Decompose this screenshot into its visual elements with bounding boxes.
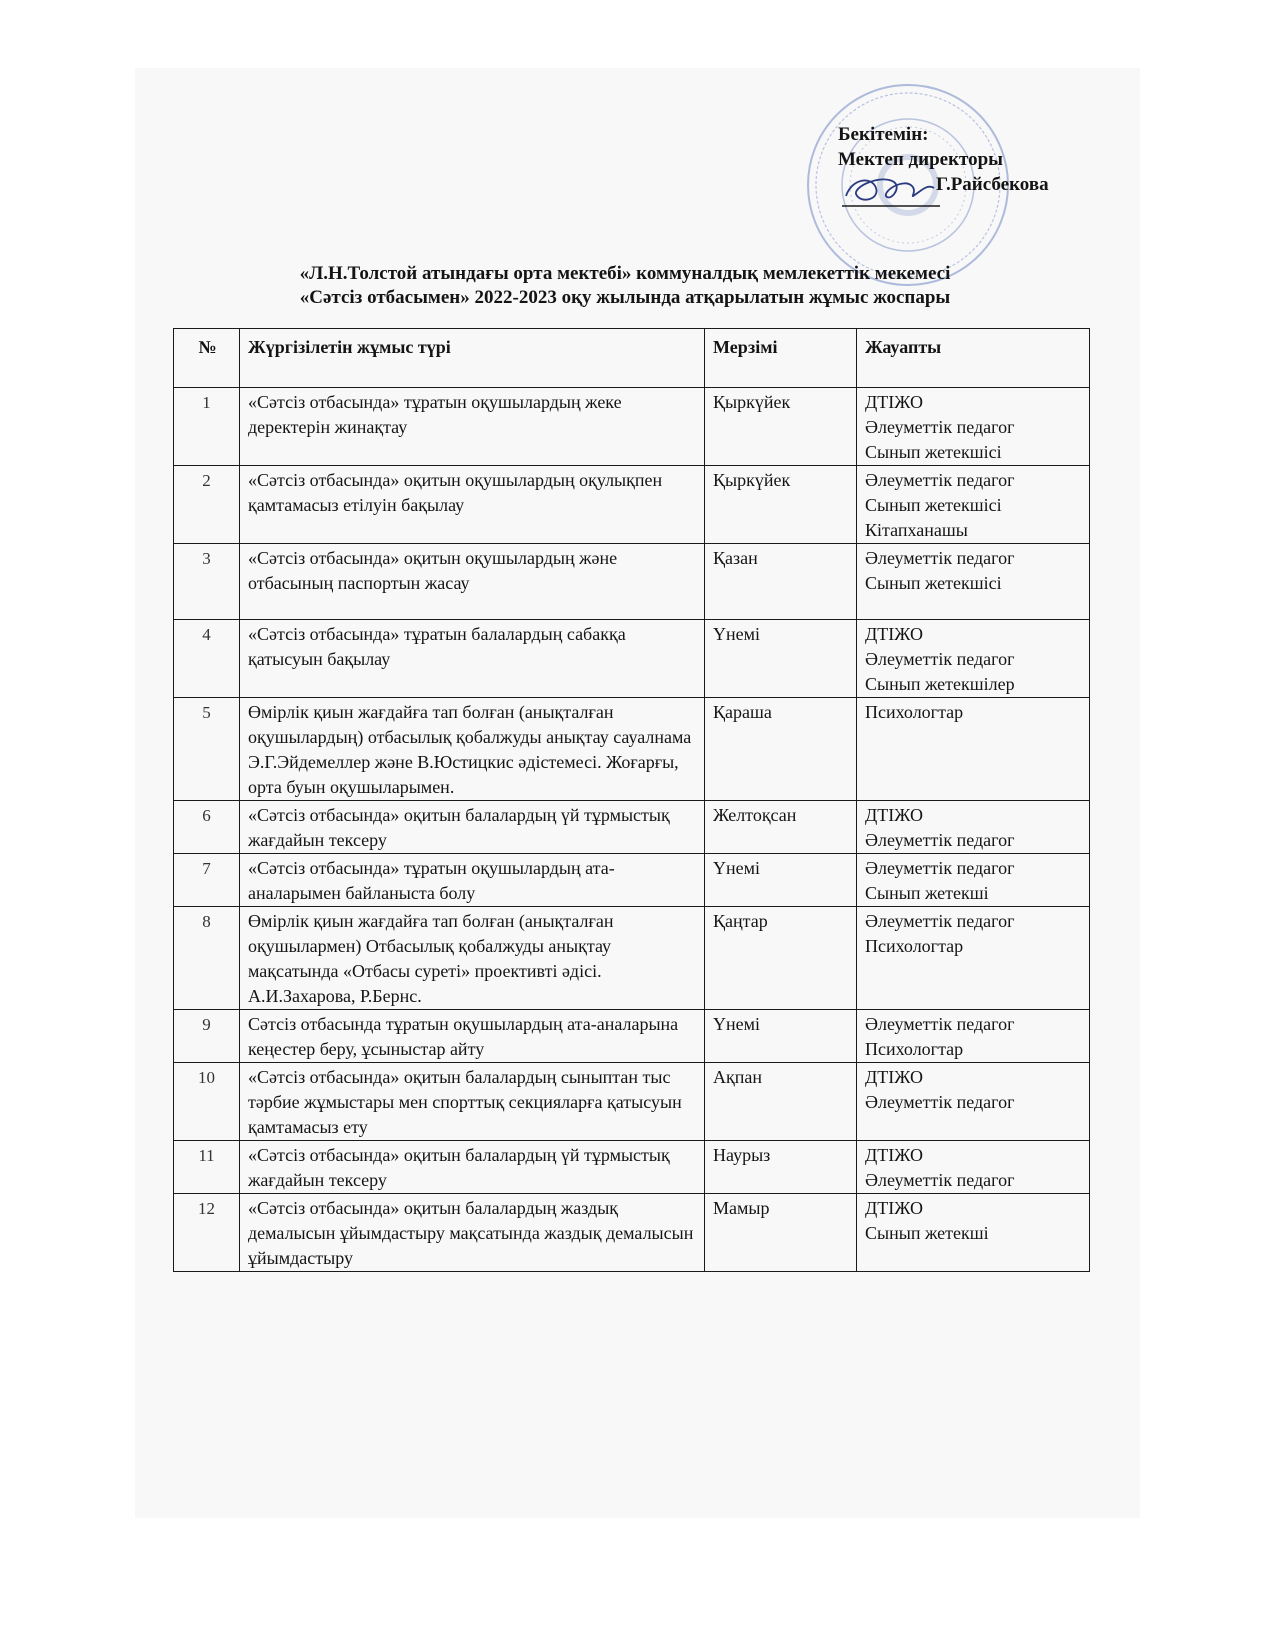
table-row <box>174 698 1090 801</box>
title-line-1: «Л.Н.Толстой атындағы орта мектебі» коммуналдық мемлекеттік мекемесі <box>299 263 951 284</box>
table-row <box>174 1141 1090 1194</box>
row-responsible <box>857 1141 1090 1194</box>
row-deadline: Үнемі <box>705 1010 857 1063</box>
responsible-person: Психологтар <box>865 702 964 722</box>
row-deadline: Қыркүйек <box>705 466 857 544</box>
responsible-person: Әлеуметтік педагог <box>865 1170 1015 1190</box>
row-work-type: Сәтсіз отбасында тұратын оқушылардың ата-аналарына кеңестер беру, ұсыныстар айту <box>240 1010 705 1063</box>
responsible-person: Сынып жетекшісі <box>865 442 1002 462</box>
header-work-type: Жүргізілетін жұмыс түрі <box>240 329 705 388</box>
table-row <box>174 544 1090 620</box>
row-number: 4 <box>174 620 240 698</box>
responsible-person: Әлеуметтік педагог <box>865 1014 1015 1034</box>
row-number: 10 <box>174 1063 240 1141</box>
row-deadline: Наурыз <box>705 1141 857 1194</box>
row-number: 5 <box>174 698 240 801</box>
responsible-person: Сынып жетекші <box>865 1223 989 1243</box>
responsible-person: Сынып жетекші <box>865 883 989 903</box>
table-row <box>174 620 1090 698</box>
table-row <box>174 1063 1090 1141</box>
responsible-person: ДТІЖО <box>865 392 923 412</box>
row-deadline: Мамыр <box>705 1194 857 1272</box>
row-deadline: Қараша <box>705 698 857 801</box>
responsible-person: Сынып жетекшісі <box>865 495 1002 515</box>
row-deadline: Қыркүйек <box>705 388 857 466</box>
row-number: 6 <box>174 801 240 854</box>
row-number: 2 <box>174 466 240 544</box>
row-responsible <box>857 544 1090 620</box>
row-responsible <box>857 466 1090 544</box>
approval-name: Г.Райсбекова <box>936 174 1049 195</box>
responsible-person: Әлеуметтік педагог <box>865 417 1015 437</box>
responsible-person: Кітапханашы <box>865 520 968 540</box>
responsible-person: Әлеуметтік педагог <box>865 858 1015 878</box>
row-deadline: Қазан <box>705 544 857 620</box>
header-responsible: Жауапты <box>857 329 1090 388</box>
table-row <box>174 466 1090 544</box>
table-header-row <box>174 329 1090 388</box>
row-responsible <box>857 1063 1090 1141</box>
row-deadline: Желтоқсан <box>705 801 857 854</box>
row-number: 9 <box>174 1010 240 1063</box>
row-work-type: Өмірлік қиын жағдайға тап болған (анықталған оқушылардың) отбасылық қобалжуды анықтау сауалнама Э.Г.Эйдемеллер және В.Юстицкис әдістемесі. Жоғарғы, орта буын оқушыларымен. <box>240 698 705 801</box>
responsible-person: Әлеуметтік педагог <box>865 649 1015 669</box>
row-responsible <box>857 388 1090 466</box>
responsible-person: ДТІЖО <box>865 1145 923 1165</box>
row-responsible <box>857 698 1090 801</box>
row-number: 3 <box>174 544 240 620</box>
row-number: 8 <box>174 907 240 1010</box>
row-responsible <box>857 854 1090 907</box>
responsible-person: Сынып жетекшісі <box>865 573 1002 593</box>
table-row <box>174 854 1090 907</box>
responsible-person: Әлеуметтік педагог <box>865 1092 1015 1112</box>
row-deadline: Үнемі <box>705 854 857 907</box>
row-work-type: Өмірлік қиын жағдайға тап болған (анықталған оқушылармен) Отбасылық қобалжуды анықтау мақсатында «Отбасы суреті» проективті әдісі. А.И.Захарова, Р.Бернс. <box>240 907 705 1010</box>
row-responsible <box>857 1010 1090 1063</box>
table-row <box>174 907 1090 1010</box>
row-work-type: «Сәтсіз отбасында» оқитын оқушылардың оқулықпен қамтамасыз етілуін бақылау <box>240 466 705 544</box>
row-deadline: Қаңтар <box>705 907 857 1010</box>
row-responsible <box>857 907 1090 1010</box>
row-responsible <box>857 1194 1090 1272</box>
row-deadline: Үнемі <box>705 620 857 698</box>
row-work-type: «Сәтсіз отбасында» тұратын оқушылардың жеке деректерін жинақтау <box>240 388 705 466</box>
table-body <box>174 388 1090 1272</box>
table-row <box>174 801 1090 854</box>
row-work-type: «Сәтсіз отбасында» оқитын оқушылардың және отбасының паспортын жасау <box>240 544 705 620</box>
responsible-person: Әлеуметтік педагог <box>865 911 1015 931</box>
row-responsible <box>857 620 1090 698</box>
responsible-person: ДТІЖО <box>865 624 923 644</box>
row-work-type: «Сәтсіз отбасында» оқитын балалардың жаздық демалысын ұйымдастыру мақсатында жаздық демалысын ұйымдастыру <box>240 1194 705 1272</box>
responsible-person: Психологтар <box>865 936 964 956</box>
responsible-person: Әлеуметтік педагог <box>865 470 1015 490</box>
row-work-type: «Сәтсіз отбасында» оқитын балалардың үй тұрмыстық жағдайын тексеру <box>240 801 705 854</box>
title-line-2: «Сәтсіз отбасымен» 2022-2023 оқу жылында атқарылатын жұмыс жоспары <box>299 287 951 308</box>
responsible-person: ДТІЖО <box>865 805 923 825</box>
row-number: 12 <box>174 1194 240 1272</box>
work-plan-table <box>173 328 1090 1272</box>
responsible-person: Психологтар <box>865 1039 964 1059</box>
responsible-person: ДТІЖО <box>865 1067 923 1087</box>
row-number: 7 <box>174 854 240 907</box>
responsible-person: Әлеуметтік педагог <box>865 830 1015 850</box>
row-number: 1 <box>174 388 240 466</box>
row-responsible <box>857 801 1090 854</box>
table-row <box>174 1010 1090 1063</box>
responsible-person: Әлеуметтік педагог <box>865 548 1015 568</box>
approval-position: Мектеп директоры <box>838 149 1004 170</box>
header-deadline: Мерзімі <box>705 329 857 388</box>
document-title <box>170 262 1080 310</box>
row-work-type: «Сәтсіз отбасында» тұратын оқушылардың ата-аналарымен байланыста болу <box>240 854 705 907</box>
approval-label: Бекітемін: <box>838 124 929 145</box>
table-row <box>174 388 1090 466</box>
responsible-person: ДТІЖО <box>865 1198 923 1218</box>
row-deadline: Ақпан <box>705 1063 857 1141</box>
row-number: 11 <box>174 1141 240 1194</box>
director-signature <box>842 168 942 210</box>
row-work-type: «Сәтсіз отбасында» тұратын балалардың сабакқа қатысуын бақылау <box>240 620 705 698</box>
row-work-type: «Сәтсіз отбасында» оқитын балалардың сыныптан тыс тәрбие жұмыстары мен спорттық секцияларға қатысуын қамтамасыз ету <box>240 1063 705 1141</box>
table-row <box>174 1194 1090 1272</box>
header-number: № <box>174 329 240 388</box>
responsible-person: Сынып жетекшілер <box>865 674 1015 694</box>
row-work-type: «Сәтсіз отбасында» оқитын балалардың үй тұрмыстық жағдайын тексеру <box>240 1141 705 1194</box>
